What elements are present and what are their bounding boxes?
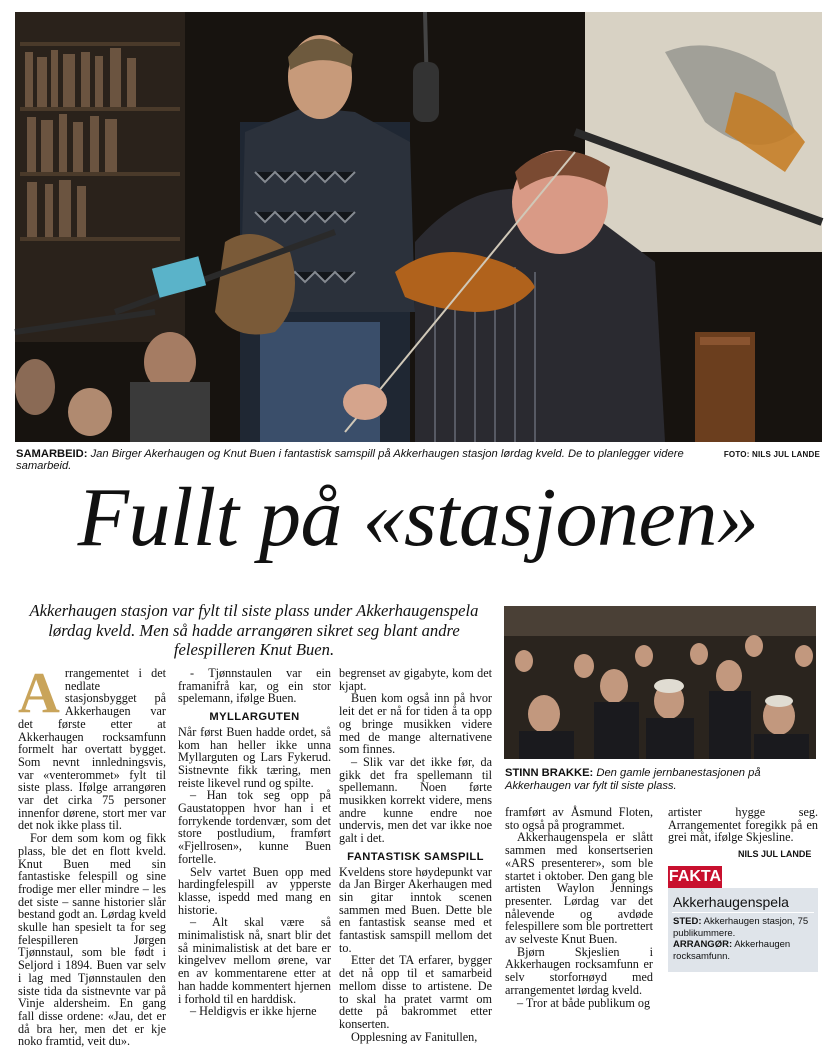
caption-text: Den gamle jernbanestasjonen på Akkerhaugen var fylt til siste plass. [505,767,761,792]
subheading: MYLLARGUTEN [209,711,300,724]
paragraph: Etter det TA erfarer, bygger det nå opp til et samarbeid mellom disse to artistene. De to skal ha pratet varmt om dette på bakrommet etter konserten. [339,953,492,1031]
paragraph: artister hygge seg. Arrangementet foregikk på en grei måt, ifølge Skjesline. [668,805,818,845]
article-column-5 [668,806,818,846]
paragraph: – Han tok seg opp på Gaustatoppen hvor han i et forrykende tordenvær, som det store postludium, framført «Fjellrosen», kunne Buen fortelle. [178,788,331,866]
paragraph: Opplesning av Fanitullen, [351,1029,478,1044]
photo-credit: FOTO: NILS JUL LANDE [723,450,820,459]
audience-photo-caption [505,767,817,793]
caption-text: Jan Birger Akerhaugen og Knut Buen i fantastisk samspill på Akkerhaugen stasjon lørdag kveld. De to planlegger videre samarbeid. [16,448,684,472]
caption-lead: STINN BRAKKE: [505,767,594,779]
drop-cap: A [18,660,60,725]
byline: NILS JUL LANDE [738,849,812,859]
fakta-body [673,916,815,962]
paragraph: rrangementet i det nedlate stasjonsbygget på Akkerhaugen var det første etter at Akkerhaugen rocksamfunn formelt har overtatt bygget. Som nevnt innledningsvis, var «venterommet» fylt til siste plass. Ifølge arrangøren var det cirka 75 personer innenfor dørene, stort mer var det nok ikke plass til. [18,666,166,833]
article-column-2 [178,666,331,1019]
paragraph: – Alt skal være så minimalistisk nå, snart blir det så minimalistisk at det bare er kingelvev mellom ørene, var en av kommentarene etter at han hadde kommentert hjernen i forhold til en harddisk. [178,915,331,1006]
article-column-4 [505,805,653,1010]
paragraph: framført av Åsmund Floten, sto også på programmet. [505,805,653,832]
paragraph: Når først Buen hadde ordet, så kom han heller ikke unna Myllarguten og Lars Fykerud. Sistnevnte fikk tæring, men reiste likevel rund og spilte. [178,724,331,790]
fakta-sted-label: STED: [673,916,702,927]
subheading: FANTASTISK SAMSPILL [347,850,484,863]
article-column-3 [339,666,492,1044]
headline: Fullt på «stasjonen» [77,471,759,564]
paragraph: - Tjønnstaulen var ein framanifrå kar, og ein stor spelemann, ifølge Buen. [178,666,331,706]
fakta-sted [673,916,815,939]
paragraph: – Heldigvis er ikke hjerne [190,1004,317,1019]
paragraph: Selv vartet Buen opp med hardingfelespill av ypperste klasse, ispedd med mang en historie. [178,864,331,917]
paragraph: – Tror at både publikum og [517,995,651,1010]
paragraph: Bjørn Skjeslien i Akkerhaugen rocksamfunn er selv storforнøyd med arrangementet lørdag kveld. [505,944,653,997]
caption-lead: SAMARBEID: [16,448,88,460]
fakta-tab: FAKTA [668,866,722,888]
fakta-arrangor-label: ARRANGØR: [673,939,733,950]
paragraph: Kveldens store høydepunkt var da Jan Birger Akerhaugen med sin gitar inntok scenen sammen med Buen. Dette ble en fantastisk seanse med et fantastisk samspill mellom det to. [339,864,492,955]
fakta-title: Akkerhaugenspela [673,894,789,910]
paragraph: begrenset av gigabyte, kom det kjapt. [339,666,492,693]
article-column-1 [18,660,166,1048]
fakta-arrangor-value: Akkerhaugen rocksamfunn. [673,939,791,962]
paragraph: Akkerhaugenspela er slått sammen med konsertserien «ARS presenterer», som ble startet i oktober. Den gang ble artisten Waylon Jennings presenter. Lørdag var det nålevende og avdøde felespillere som ble portrettert av selveste Knut Buen. [505,830,653,947]
audience-photo [504,606,816,759]
ingress: Akkerhaugen stasjon var fylt til siste plass under Akkerhaugenspela lørdag kveld. Men så hadde arrangøren sikret seg blant andre felespilleren Knut Buen. [29,601,479,659]
main-photo [15,12,822,442]
paragraph: For dem som kom og fikk plass, ble det en flott kveld. Knut Buen med sin fantastiske felespill og sine frodige mer eller mindre – les det siste – sanne historier slår bestand godt an. Lørdag kveld skulle han spesielt ta for seg felespilleren Jørgen Tjønnstaul, som ble født i Seljord i 1894. Buen var selv i lag med Tjønnstaulen den siste tida da sistnevnte var på Vinje aldersheim. En gang fall disse ordene: «Jau, det er då bra her, men det er kje noko framtid, veit du». [18,831,166,1048]
paragraph: Buen kom også inn på hvor leit det er nå for tiden å ta opp og bringe musikken videre med de mange alternativene som finnes. [339,691,492,757]
fakta-arrangor [673,939,815,962]
paragraph: – Slik var det ikke før, da gikk det fra spellemann til spellemann. Noen førte musikken korrekt videre, mens andre kunne endre noe undervis, men det var ikke noe galt i det. [339,754,492,846]
fakta-divider [672,912,814,913]
fakta-sted-value: Akkerhaugen stasjon, 75 publikummere. [673,916,809,939]
